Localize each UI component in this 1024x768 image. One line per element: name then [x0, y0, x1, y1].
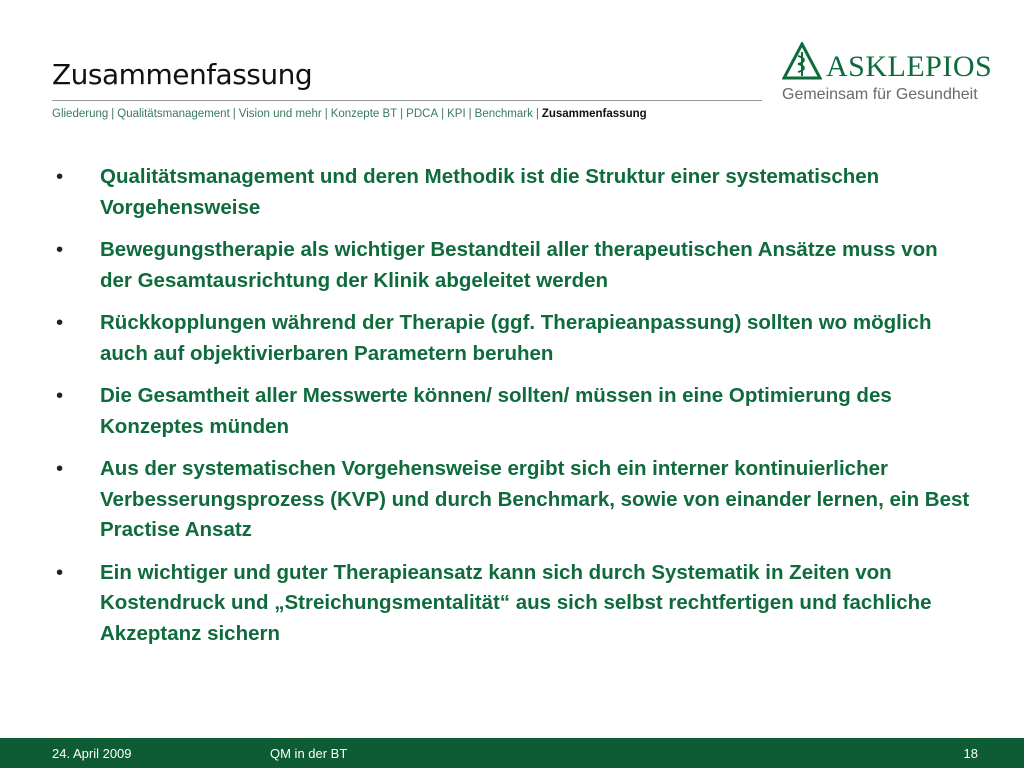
list-item-text: Die Gesamtheit aller Messwerte können/ sollten/ müssen in eine Optimierung des Konzeptes münden	[100, 384, 892, 438]
list-item	[52, 162, 972, 223]
breadcrumb-separator: |	[400, 108, 404, 120]
summary-list	[52, 162, 972, 661]
breadcrumb-item[interactable]: Benchmark	[474, 108, 533, 120]
breadcrumb-item[interactable]: Konzepte BT	[330, 108, 398, 120]
breadcrumb-item[interactable]: Zusammenfassung	[541, 108, 647, 120]
list-item-text: Bewegungstherapie als wichtiger Bestandteil aller therapeutischen Ansätze muss von der Gesamtausrichtung der Klinik abgeleitet werden	[100, 238, 938, 292]
list-item	[52, 558, 972, 650]
footer-date: 24. April 2009	[52, 746, 132, 761]
list-item-text: Ein wichtiger und guter Therapieansatz kann sich durch Systematik in Zeiten von Kostendruck und „Streichungsmentalität“ aus sich selbst rechtfertigen und fachliche Akzeptanz sichern	[100, 560, 932, 645]
footer-bar	[0, 738, 1024, 768]
breadcrumb-item[interactable]: PDCA	[406, 108, 439, 120]
logo-name: ASKLEPIOS	[826, 50, 993, 83]
bullet-marker: •	[56, 384, 64, 407]
breadcrumb-separator: |	[324, 108, 328, 120]
bullet-marker: •	[56, 238, 64, 261]
breadcrumb-item[interactable]: Vision und mehr	[238, 108, 322, 120]
bullet-marker: •	[56, 560, 64, 584]
breadcrumb-item[interactable]: Gliederung	[52, 108, 109, 120]
breadcrumb-item[interactable]: KPI	[447, 108, 466, 120]
breadcrumb-item[interactable]: Qualitätsmanagement	[117, 108, 230, 120]
bullet-marker: •	[56, 165, 64, 188]
list-item	[52, 381, 972, 442]
footer-subject: QM in der BT	[270, 746, 348, 761]
bullet-marker: •	[56, 457, 64, 480]
list-item	[52, 235, 972, 296]
breadcrumb-separator: |	[468, 108, 472, 120]
logo-tagline: Gemeinsam für Gesundheit	[782, 86, 978, 103]
page-number: 18	[963, 746, 978, 761]
list-item	[52, 454, 972, 546]
breadcrumb	[52, 108, 647, 120]
bullet-marker: •	[56, 311, 64, 334]
list-item-text: Rückkopplungen während der Therapie (ggf. Therapieanpassung) sollten wo möglich auch auf objektivierbaren Parametern beruhen	[100, 311, 932, 365]
asklepios-staff-icon	[782, 42, 822, 82]
breadcrumb-separator: |	[535, 108, 539, 120]
list-item	[52, 308, 972, 369]
breadcrumb-separator: |	[441, 108, 445, 120]
breadcrumb-separator: |	[232, 108, 236, 120]
list-item-text: Aus der systematischen Vorgehensweise ergibt sich ein interner kontinuierlicher Verbesserungsprozess (KVP) und durch Benchmark, sowie von einander lernen, ein Best Practise Ansatz	[100, 457, 970, 541]
title-divider	[52, 100, 762, 101]
list-item-text: Qualitätsmanagement und deren Methodik ist die Struktur einer systematischen Vorgehensweise	[100, 165, 880, 219]
page-title: Zusammenfassung	[52, 58, 313, 91]
breadcrumb-separator: |	[111, 108, 115, 120]
